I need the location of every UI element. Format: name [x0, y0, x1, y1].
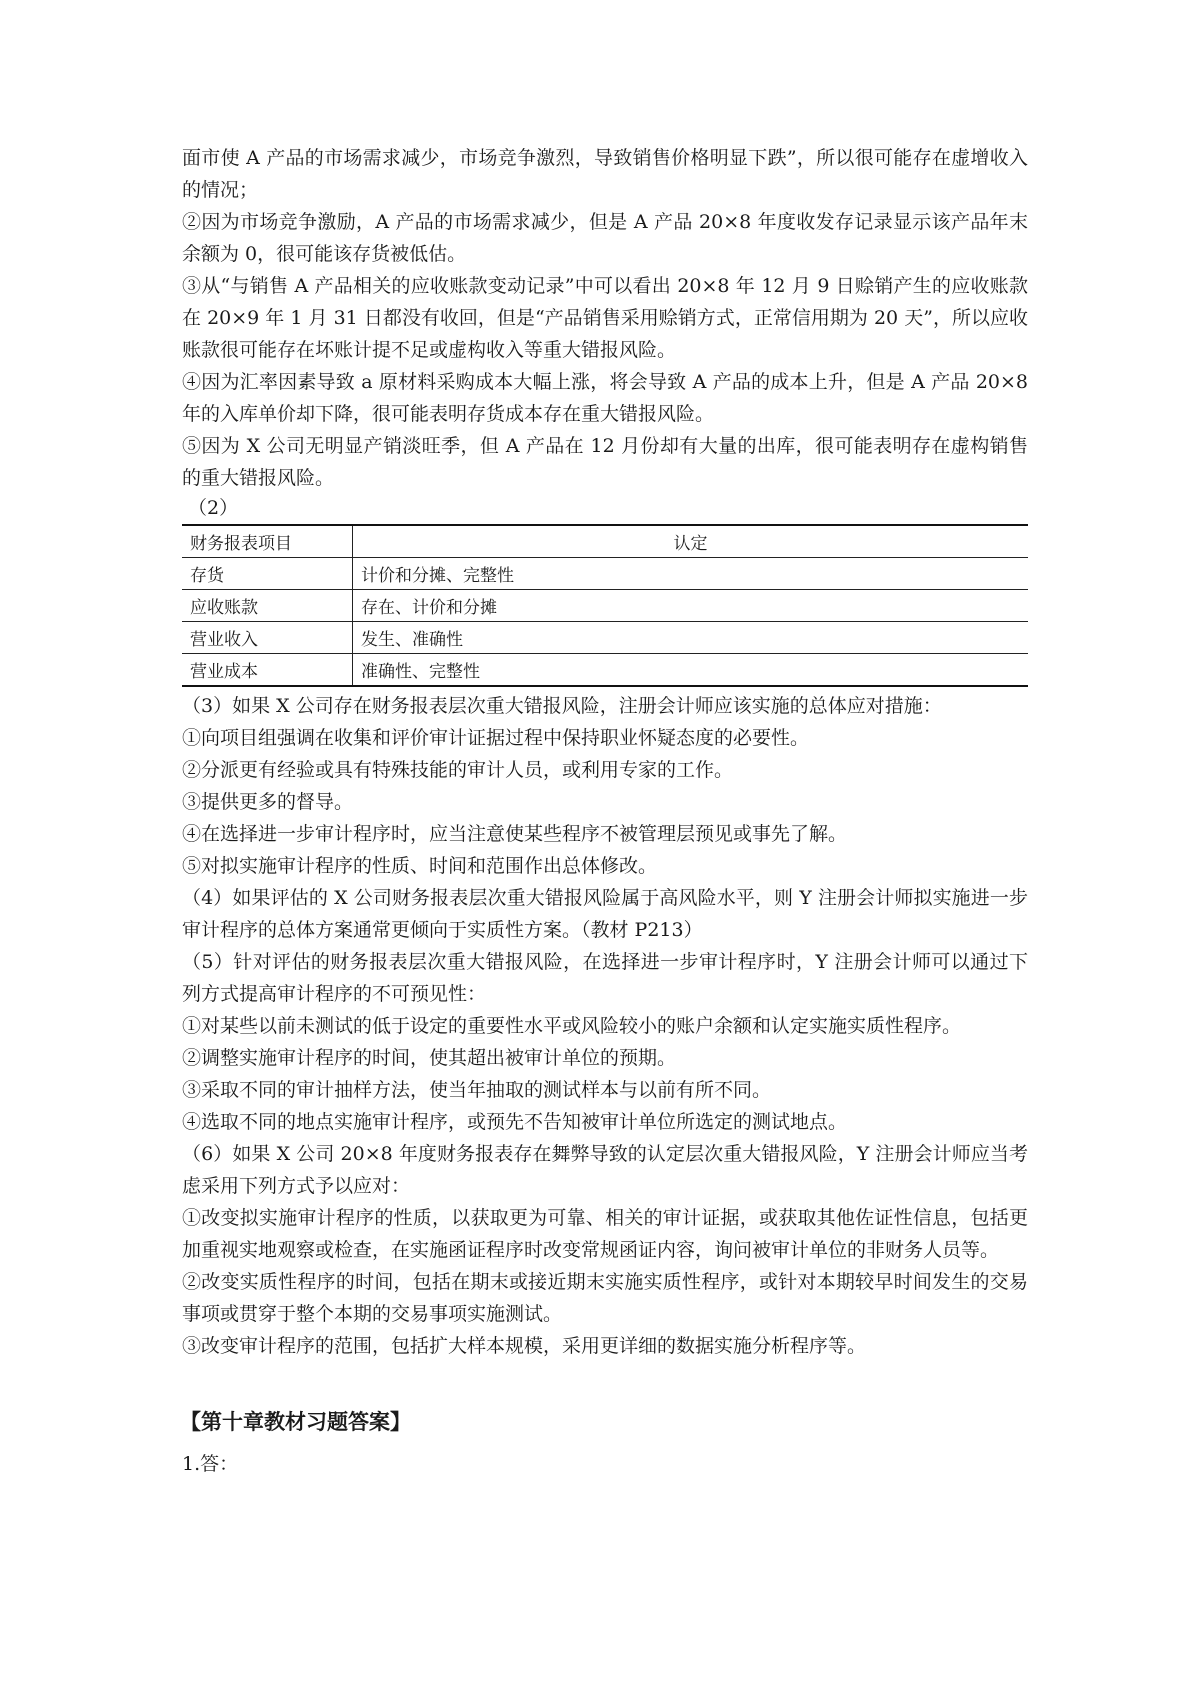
cell-assertion: 计价和分摊、完整性: [353, 558, 1029, 590]
section-3: [182, 690, 1028, 1362]
paragraph: ④在选择进一步审计程序时，应当注意使某些程序不被管理层预见或事先了解。: [182, 823, 848, 845]
table-row: [182, 622, 1028, 654]
paragraph: （6）如果 X 公司 20×8 年度财务报表存在舞弊导致的认定层次重大错报风险，Y 注册会计师应当考虑采用下列方式予以应对：: [182, 1143, 1028, 1197]
paragraph: （5）针对评估的财务报表层次重大错报风险，在选择进一步审计程序时，Y 注册会计师可以通过下列方式提高审计程序的不可预见性：: [182, 951, 1028, 1005]
part-2-label: （2）: [188, 497, 239, 519]
paragraph: ②分派更有经验或具有特殊技能的审计人员，或利用专家的工作。: [182, 759, 734, 781]
paragraph: ③改变审计程序的范围，包括扩大样本规模，采用更详细的数据实施分析程序等。: [182, 1335, 867, 1357]
paragraph: ②改变实质性程序的时间，包括在期末或接近期末实施实质性程序，或针对本期较早时间发生的交易事项或贯穿于整个本期的交易事项实施测试。: [182, 1271, 1028, 1325]
header-item: 财务报表项目: [182, 525, 353, 558]
paragraph: （3）如果 X 公司存在财务报表层次重大错报风险，注册会计师应该实施的总体应对措施：: [182, 695, 942, 717]
table-row: [182, 558, 1028, 590]
paragraph: （4）如果评估的 X 公司财务报表层次重大错报风险属于高风险水平，则 Y 注册会计师拟实施进一步审计程序的总体方案通常更倾向于实质性方案。（教材 P213）: [182, 887, 1028, 941]
cell-item: 营业成本: [182, 654, 353, 687]
paragraph: ②因为市场竞争激励，A 产品的市场需求减少，但是 A 产品 20×8 年度收发存记录显示该产品年末余额为 0，很可能该存货被低估。: [182, 211, 1028, 265]
paragraph: ①向项目组强调在收集和评价审计证据过程中保持职业怀疑态度的必要性。: [182, 727, 810, 749]
cell-assertion: 发生、准确性: [353, 622, 1029, 654]
paragraph: ③从“与销售 A 产品相关的应收账款变动记录”中可以看出 20×8 年 12 月 9 日赊销产生的应收账款在 20×9 年 1 月 31 日都没有收回，但是“产品销售采用赊销方式，正常信用期为 20 天”，所以应收账款很可能存在坏账计提不足或虚构收入等重大错报风险。: [182, 275, 1028, 361]
paragraph: ⑤因为 X 公司无明显产销淡旺季，但 A 产品在 12 月份却有大量的出库，很可能表明存在虚构销售的重大错报风险。: [182, 435, 1028, 489]
section-1: [182, 142, 1028, 494]
cell-item: 应收账款: [182, 590, 353, 622]
table-header-row: [182, 525, 1028, 558]
paragraph: ③提供更多的督导。: [182, 791, 354, 813]
paragraph: ③采取不同的审计抽样方法，使当年抽取的测试样本与以前有所不同。: [182, 1079, 772, 1101]
chapter-heading: 【第十章教材习题答案】: [180, 1410, 411, 1434]
paragraph: ②调整实施审计程序的时间，使其超出被审计单位的预期。: [182, 1047, 677, 1069]
cell-assertion: 存在、计价和分摊: [353, 590, 1029, 622]
answer-label: 1.答：: [182, 1453, 239, 1475]
paragraph: 面市使 A 产品的市场需求减少，市场竞争激烈，导致销售价格明显下跌”，所以很可能存在虚增收入的情况；: [182, 147, 1028, 201]
cell-item: 存货: [182, 558, 353, 590]
table-row: [182, 590, 1028, 622]
table-row: [182, 654, 1028, 687]
header-assertion: 认定: [353, 525, 1029, 558]
document-page: [182, 142, 1028, 1480]
cell-assertion: 准确性、完整性: [353, 654, 1029, 687]
paragraph: ①改变拟实施审计程序的性质，以获取更为可靠、相关的审计证据，或获取其他佐证性信息，包括更加重视实地观察或检查，在实施函证程序时改变常规函证内容，询问被审计单位的非财务人员等。: [182, 1207, 1028, 1261]
paragraph: ①对某些以前未测试的低于设定的重要性水平或风险较小的账户余额和认定实施实质性程序。: [182, 1015, 962, 1037]
cell-item: 营业收入: [182, 622, 353, 654]
paragraph: ⑤对拟实施审计程序的性质、时间和范围作出总体修改。: [182, 855, 658, 877]
paragraph: ④选取不同的地点实施审计程序，或预先不告知被审计单位所选定的测试地点。: [182, 1111, 848, 1133]
assertion-table: [182, 524, 1028, 687]
paragraph: ④因为汇率因素导致 a 原材料采购成本大幅上涨，将会导致 A 产品的成本上升，但是 A 产品 20×8 年的入库单价却下降，很可能表明存货成本存在重大错报风险。: [182, 371, 1028, 425]
